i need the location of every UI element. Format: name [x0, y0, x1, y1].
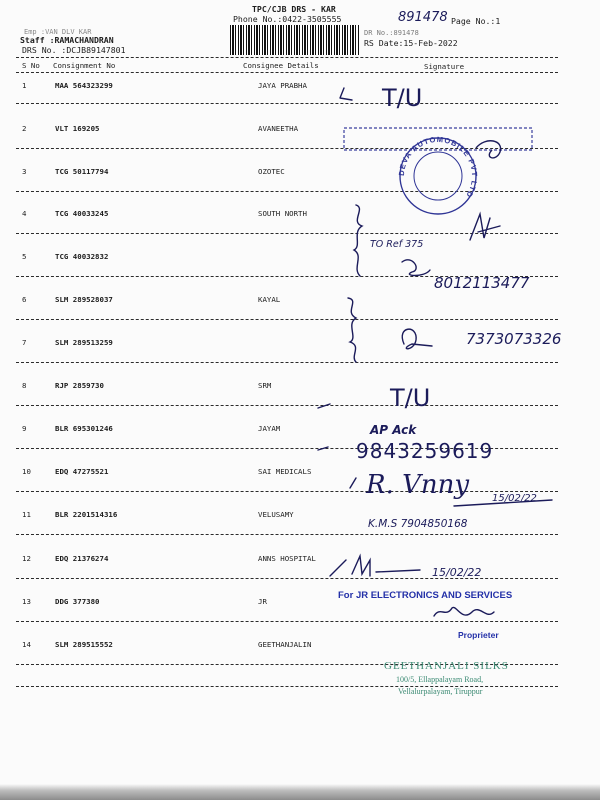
row-consignee: GEETHANJALIN — [258, 640, 312, 649]
row-consignment-no: DDG 377380 — [55, 597, 100, 606]
row-sno: 5 — [22, 252, 27, 261]
row-consignment-no: BLR 2201514316 — [55, 510, 118, 519]
sheet-title: TPC/CJB DRS - KAR — [252, 4, 336, 14]
row-consignee: JAYAM — [258, 424, 281, 433]
row-consignee: SRM — [258, 381, 272, 390]
handwriting-signature-row-10: R. Vnny — [366, 470, 470, 500]
row-consignment-no: TCG 40032832 — [55, 252, 109, 261]
handwritten-drs-number: 891478 — [398, 10, 448, 25]
row-consignee: OZOTEC — [258, 167, 285, 176]
row-sno: 4 — [22, 209, 27, 218]
row-sno: 8 — [22, 381, 27, 390]
row-sno: 2 — [22, 124, 27, 133]
drs-number-right: DR No.:891478 — [364, 29, 419, 37]
stamp-jr-electronics: For JR ELECTRONICS AND SERVICES — [338, 590, 513, 601]
stamp-inner-ring — [414, 152, 462, 200]
drs-date: RS Date:15-Feb-2022 — [364, 38, 458, 48]
row-sno: 12 — [22, 554, 31, 563]
row-consignment-no: SLM 289513259 — [55, 338, 113, 347]
row-consignee: AVANEETHA — [258, 124, 299, 133]
handwriting-date-row-12: 15/02/22 — [432, 566, 482, 579]
row-sno: 11 — [22, 510, 31, 519]
handwriting-date-row-10: 15/02/22 — [492, 493, 537, 504]
stamp-proprietor: Proprieter — [458, 630, 499, 640]
row-sno: 9 — [22, 424, 27, 433]
row-consignment-no: SLM 289515552 — [55, 640, 113, 649]
row-consignee: ANNS HOSPITAL — [258, 554, 316, 563]
col-consignment-header: Consignment No — [53, 61, 116, 70]
row-consignment-no: SLM 289528037 — [55, 295, 113, 304]
col-consignee-header: Consignee Details — [243, 61, 319, 70]
stamp-ring-text: DEVA AUTOMOBILE PVT LTD — [396, 134, 480, 200]
stamp-geethanjali-address-1: 100/5, Ellappalayam Road, — [396, 675, 484, 684]
row-consignment-no: VLT 169205 — [55, 124, 100, 133]
row-consignment-no: BLR 695301246 — [55, 424, 113, 433]
row-sno: 13 — [22, 597, 31, 606]
handwriting-phone-1: 8012113477 — [434, 274, 530, 292]
handwriting-tu-row-1: T/U — [382, 84, 423, 112]
row-consignment-no: TCG 40033245 — [55, 209, 109, 218]
row-sno: 3 — [22, 167, 27, 176]
row-consignment-no: EDQ 47275521 — [55, 467, 109, 476]
staff-name: Staff :RAMACHANDRAN — [20, 35, 114, 45]
row-sno: 14 — [22, 640, 31, 649]
row-sno: 7 — [22, 338, 27, 347]
row-consignment-no: EDQ 21376274 — [55, 554, 109, 563]
row-consignee: SOUTH NORTH — [258, 209, 307, 218]
row-consignment-no: MAA 564323299 — [55, 81, 113, 90]
handwriting-phone-2: 7373073326 — [466, 330, 562, 348]
stamp-geethanjali-address-2: Vellalurpalayam, Tiruppur — [398, 687, 483, 696]
row-consignee: VELUSAMY — [258, 510, 294, 519]
handwriting-phone-3: 9843259619 — [356, 439, 494, 463]
row-consignee: KAYAL — [258, 295, 281, 304]
col-signature-header: Signature — [424, 62, 465, 71]
row-consignment-no: TCG 50117794 — [55, 167, 109, 176]
handwriting-tu-row-8: T/U — [390, 384, 431, 412]
handwriting-kms-phone: K.M.S 7904850168 — [368, 518, 468, 530]
handwriting-ap-ack: AP Ack — [370, 423, 417, 437]
row-consignment-no: RJP 2859730 — [55, 381, 104, 390]
row-consignee: SAI MEDICALS — [258, 467, 312, 476]
row-sno: 1 — [22, 81, 27, 90]
scanner-bottom-edge — [0, 784, 600, 800]
employee-line: Emp :VAN DLV KAR — [24, 28, 92, 36]
row-consignee: JAYA PRABHA — [258, 81, 307, 90]
stamp-geethanjali-silks: GEETHANJALI SILKS — [384, 660, 509, 672]
row-sno: 10 — [22, 467, 31, 476]
page-number: Page No.:1 — [451, 16, 501, 26]
phone-number: Phone No.:0422-3505555 — [233, 14, 342, 24]
col-sno-header: S No — [22, 61, 40, 70]
handwriting-ref-375: TO Ref 375 — [370, 239, 424, 250]
row-consignee: JR — [258, 597, 267, 606]
drs-number: DRS No. :DCJB89147801 — [22, 45, 126, 55]
stamp-signature-scribble — [476, 141, 501, 158]
row-sno: 6 — [22, 295, 27, 304]
